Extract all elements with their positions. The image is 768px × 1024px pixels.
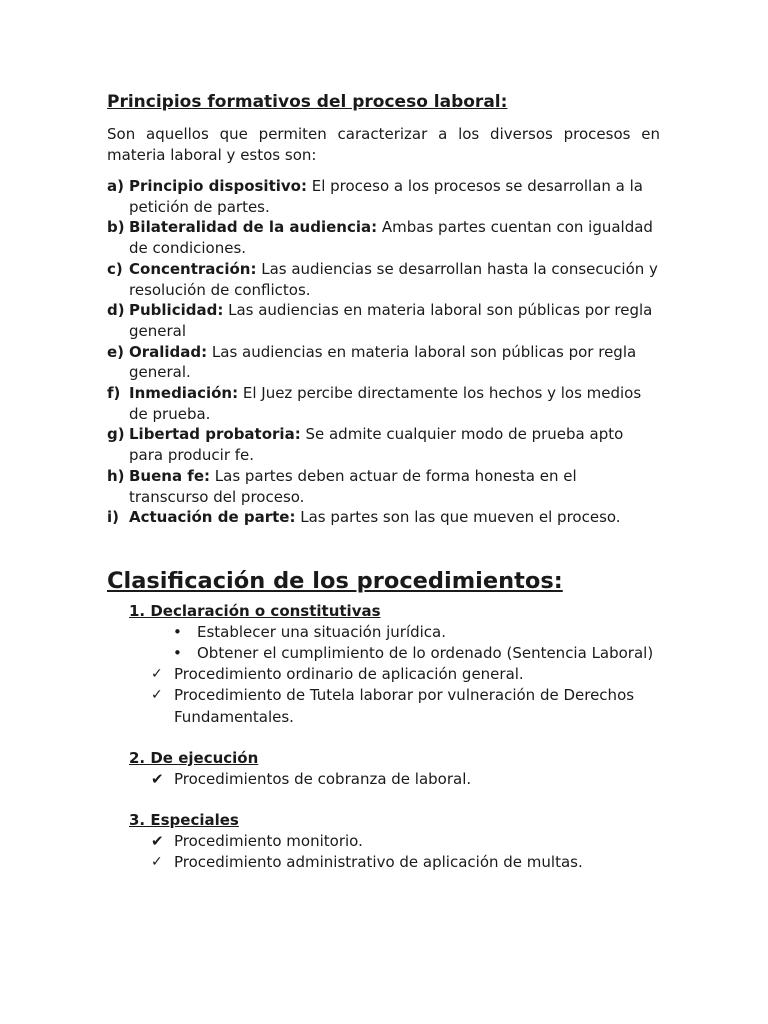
list-marker: f)	[107, 384, 121, 403]
intro-paragraph: Son aquellos que permiten caracterizar a los diversos procesos en materia laboral y estos son:	[107, 125, 660, 164]
principle-text: El proceso a los procesos se desarrollan a la petición de partes.	[129, 177, 644, 216]
category-title: 3. Especiales	[129, 811, 239, 830]
classification-heading: Clasificación de los procedimientos:	[107, 567, 563, 594]
list-marker: e)	[107, 342, 125, 361]
category-declaracion	[129, 601, 660, 728]
principle-term: Oralidad:	[129, 342, 208, 361]
principle-term: Publicidad:	[129, 301, 224, 320]
category-title: 2. De ejecución	[129, 748, 259, 767]
checkmark-icon: ✓	[151, 665, 163, 682]
category-especiales	[129, 810, 660, 874]
list-marker: g)	[107, 425, 125, 444]
check-list	[129, 664, 660, 728]
principle-item	[107, 466, 660, 507]
principle-item	[107, 507, 660, 528]
list-item-text: Obtener el cumplimiento de lo ordenado (Sentencia Laboral)	[197, 643, 654, 662]
list-item	[129, 685, 660, 728]
principle-item	[107, 383, 660, 424]
list-item-text: Establecer una situación jurídica.	[197, 622, 447, 641]
principle-text: Se admite cualquier modo de prueba apto para producir fe.	[129, 425, 624, 465]
principle-text: Las audiencias en materia laboral son públicas por regla general	[129, 301, 653, 340]
list-item-text: Procedimiento administrativo de aplicación de multas.	[174, 853, 583, 872]
list-marker: d)	[107, 301, 125, 320]
bullet-icon: •	[173, 643, 182, 662]
list-item-text: Procedimiento monitorio.	[174, 832, 363, 851]
document-page	[107, 90, 660, 874]
list-item	[129, 643, 660, 664]
principle-term: Principio dispositivo:	[129, 177, 307, 195]
principle-text: Las partes deben actuar de forma honesta en el transcurso del proceso.	[129, 466, 577, 506]
principle-text: El Juez percibe directamente los hechos y los medios de prueba.	[129, 384, 642, 423]
list-marker: a)	[107, 177, 124, 195]
principle-item	[107, 259, 660, 300]
principle-term: Concentración:	[129, 259, 257, 278]
principle-term: Inmediación:	[129, 384, 239, 403]
checkmark-icon: ✓	[151, 687, 163, 704]
principles-list	[107, 176, 660, 528]
checkmark-icon: ✔	[151, 769, 164, 788]
checkmark-icon: ✓	[151, 854, 163, 871]
page-title: Principios formativos del proceso laboral:	[107, 92, 508, 112]
principle-item	[107, 217, 660, 258]
list-item-text: Procedimientos de cobranza de laboral.	[174, 769, 472, 788]
bullet-icon: •	[173, 622, 182, 641]
principle-term: Buena fe:	[129, 466, 211, 485]
category-ejecucion	[129, 748, 660, 790]
principle-text: Las audiencias se desarrollan hasta la consecución y resolución de conflictos.	[129, 259, 658, 299]
list-item	[129, 622, 660, 643]
principle-term: Bilateralidad de la audiencia:	[129, 218, 378, 237]
check-list	[129, 831, 660, 874]
list-marker: h)	[107, 466, 125, 485]
category-title: 1. Declaración o constitutivas	[129, 601, 381, 620]
principle-text: Ambas partes cuentan con igualdad de condiciones.	[129, 218, 653, 258]
principle-item	[107, 300, 660, 341]
principle-term: Actuación de parte:	[129, 508, 296, 527]
principle-item	[107, 342, 660, 383]
principle-item	[107, 424, 660, 465]
list-item	[129, 831, 660, 852]
check-list	[129, 769, 660, 790]
list-item-text: Procedimiento de Tutela laborar por vulneración de Derechos Fundamentales.	[174, 686, 635, 726]
list-marker: b)	[107, 218, 125, 237]
principle-text: Las partes son las que mueven el proceso.	[295, 508, 621, 527]
principle-item	[107, 176, 660, 217]
list-item	[129, 769, 660, 790]
list-item	[129, 852, 660, 873]
list-item-text: Procedimiento ordinario de aplicación general.	[174, 664, 524, 683]
list-marker: i)	[107, 508, 119, 527]
list-marker: c)	[107, 259, 123, 278]
principle-text: Las audiencias en materia laboral son públicas por regla general.	[129, 342, 637, 382]
checkmark-icon: ✔	[151, 832, 164, 851]
bullet-list	[129, 622, 660, 664]
principle-term: Libertad probatoria:	[129, 425, 301, 444]
list-item	[129, 664, 660, 685]
